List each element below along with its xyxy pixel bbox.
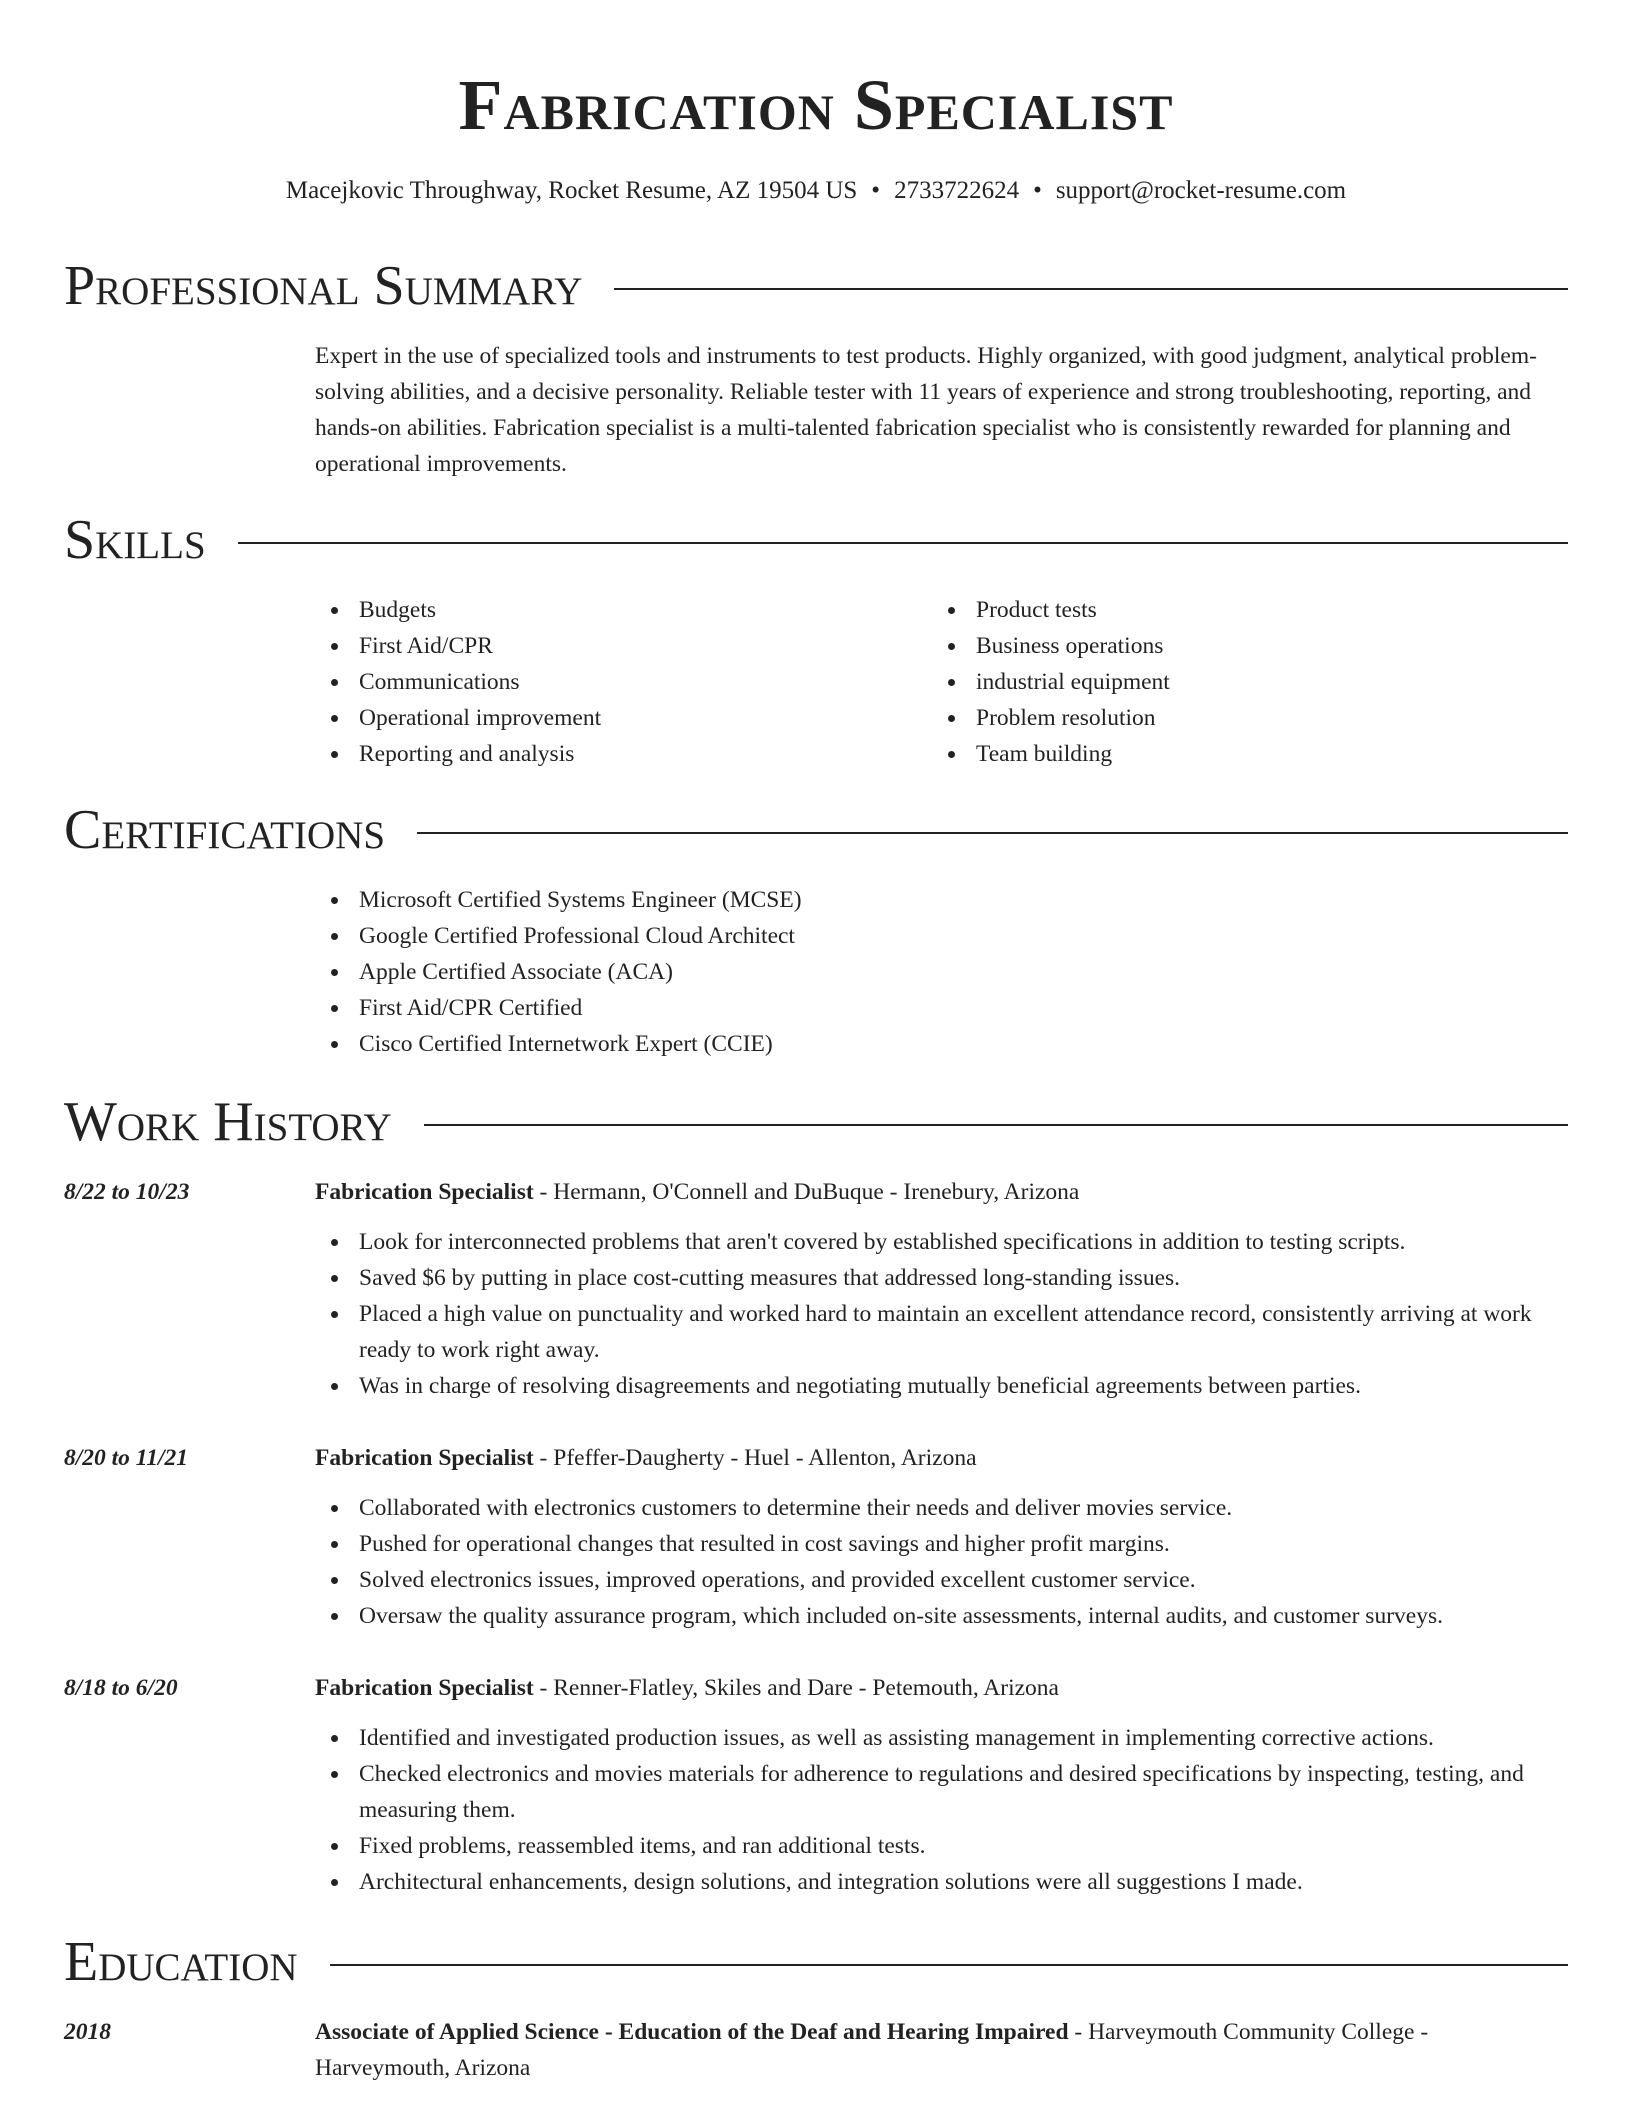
job-bullet: Collaborated with electronics customers to determine their needs and deliver movies service. [315,1490,1568,1526]
job-date: 8/18 to 6/20 [64,1675,178,1701]
job-bullet: Saved $6 by putting in place cost-cutting measures that addressed long-standing issues. [315,1260,1568,1296]
skill-item: industrial equipment [932,664,1549,700]
job-bullet: Pushed for operational changes that resulted in cost savings and higher profit margins. [315,1526,1568,1562]
job-employer: - Pfeffer-Daugherty - Huel - Allenton, Arizona [533,1445,977,1471]
job-bullets [315,1224,1568,1404]
skill-item: Operational improvement [315,700,932,736]
job-bullet: Placed a high value on punctuality and worked hard to maintain an excellent attendance record, consistently arriving at work ready to work right away. [315,1296,1568,1368]
contact-separator: • [1033,177,1042,204]
section-divider [330,1964,1568,1966]
job-date: 8/22 to 10/23 [64,1179,190,1205]
certification-item: Microsoft Certified Systems Engineer (MCSE) [315,882,1568,918]
section-header-work [64,1090,1568,1154]
job-bullet: Solved electronics issues, improved operations, and provided excellent customer service. [315,1562,1568,1598]
certification-item: Google Certified Professional Cloud Architect [315,918,1568,954]
skill-item: First Aid/CPR [315,628,932,664]
section-title-work: Work History [64,1091,392,1153]
job-date: 8/20 to 11/21 [64,1445,189,1471]
skill-item: Reporting and analysis [315,736,932,772]
job-heading [315,1174,1568,1210]
job-heading [315,1440,1568,1476]
skills-column-left [315,592,932,772]
skill-item: Communications [315,664,932,700]
section-title-education: Education [64,1931,298,1993]
job-entry [315,1670,1568,1900]
section-divider [614,288,1568,290]
certifications-list [315,882,1568,1062]
skill-item: Business operations [932,628,1549,664]
education-entry [315,2014,1568,2086]
skills-list [315,592,1568,772]
contact-line [0,174,1632,208]
education-degree: Associate of Applied Science - Education of the Deaf and Hearing Impaired [315,2019,1069,2045]
education-year: 2018 [64,2019,111,2045]
section-divider [424,1124,1568,1126]
job-bullet: Checked electronics and movies materials for adherence to regulations and desired specifications by inspecting, testing, and measuring them. [315,1756,1568,1828]
section-divider [417,832,1568,834]
skill-item: Problem resolution [932,700,1549,736]
certification-item: Apple Certified Associate (ACA) [315,954,1568,990]
section-header-summary [64,254,1568,318]
section-divider [238,542,1568,544]
certification-item: First Aid/CPR Certified [315,990,1568,1026]
job-entry [315,1174,1568,1404]
skill-item: Budgets [315,592,932,628]
job-bullet: Identified and investigated production issues, as well as assisting management in implementing corrective actions. [315,1720,1568,1756]
job-entry [315,1440,1568,1634]
job-title: Fabrication Specialist [315,1179,534,1205]
job-employer: - Hermann, O'Connell and DuBuque - Irenebury, Arizona [533,1179,1080,1205]
job-bullet: Oversaw the quality assurance program, which included on-site assessments, internal audits, and customer surveys. [315,1598,1568,1634]
section-title-skills: Skills [64,509,206,571]
certification-item: Cisco Certified Internetwork Expert (CCIE) [315,1026,1568,1062]
job-bullet: Was in charge of resolving disagreements and negotiating mutually beneficial agreements between parties. [315,1368,1568,1404]
phone: 2733722624 [894,177,1020,204]
job-bullet: Architectural enhancements, design solutions, and integration solutions were all suggestions I made. [315,1864,1568,1900]
job-bullets [315,1720,1568,1900]
education-heading [315,2014,1568,2086]
section-title-summary: Professional Summary [64,255,583,317]
section-header-skills [64,508,1568,572]
section-header-education [64,1930,1568,1994]
address: Macejkovic Throughway, Rocket Resume, AZ 19504 US [285,177,858,204]
section-header-certifications [64,798,1568,862]
skills-column-right [932,592,1549,772]
section-title-certifications: Certifications [64,799,386,861]
job-employer: - Renner-Flatley, Skiles and Dare - Petemouth, Arizona [533,1675,1059,1701]
job-bullet: Fixed problems, reassembled items, and ran additional tests. [315,1828,1568,1864]
resume-name: Fabrication Specialist [458,65,1174,145]
job-heading [315,1670,1568,1706]
job-title: Fabrication Specialist [315,1445,534,1471]
education-school: - Harveymouth Community College - Harveymouth, Arizona [315,2019,1429,2081]
job-bullets [315,1490,1568,1634]
summary-text: Expert in the use of specialized tools and instruments to test products. Highly organized, with good judgment, analytical problem-solving abilities, and a decisive personality. Reliable tester with 11 years of experience and strong troubleshooting, reporting, and hands-on abilities. Fabrication specialist is a multi-talented fabrication specialist who is consistently rewarded for planning and operational improvements. [315,343,1537,477]
email: support@rocket-resume.com [1055,177,1347,204]
contact-separator: • [871,177,881,204]
skill-item: Product tests [932,592,1549,628]
job-bullet: Look for interconnected problems that aren't covered by established specifications in addition to testing scripts. [315,1224,1568,1260]
job-title: Fabrication Specialist [315,1675,534,1701]
skill-item: Team building [932,736,1549,772]
